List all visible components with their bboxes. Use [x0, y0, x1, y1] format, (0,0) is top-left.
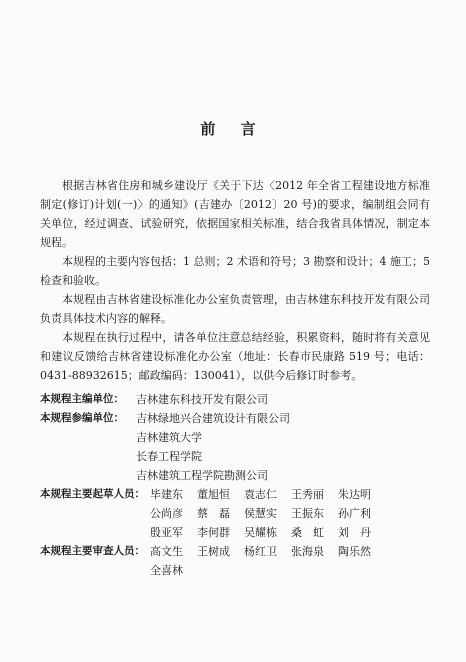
credits-section — [40, 390, 440, 580]
chief-editor-label: 本规程主编单位： — [40, 393, 124, 405]
participating-label: 本规程参编单位： — [40, 412, 124, 424]
reviewers-row — [40, 542, 440, 580]
person-name: 蔡 磊 — [197, 507, 230, 520]
chief-editor-org: 吉林建东科技开发有限公司 — [136, 393, 268, 406]
person-name: 王秀丽 — [291, 488, 324, 501]
person-name: 杨红卫 — [244, 545, 277, 558]
reviewers-label: 本规程主要审查人员： — [40, 545, 145, 557]
participating-org: 吉林绿地兴合建筑设计有限公司 — [136, 412, 290, 425]
person-name: 全喜林 — [150, 564, 183, 577]
person-name: 董旭恒 — [197, 488, 230, 501]
person-name: 殷亚军 — [150, 526, 183, 539]
drafters-label: 本规程主要起草人员： — [40, 488, 145, 500]
paragraph-feedback: 本规程在执行过程中，请各单位注意总结经验，积累资料，随时将有关意见和建议反馈给吉林省建设标准化办公室（地址：长春市民康路 519 号；电话：0431-88932615；邮政编码：130041），以供今后修订时参考。 — [40, 331, 430, 382]
person-name: 王振东 — [291, 507, 324, 520]
person-name: 王树成 — [197, 545, 230, 558]
person-name: 侯慧实 — [244, 507, 277, 520]
paragraph-management: 本规程由吉林省建设标准化办公室负责管理，由吉林建东科技开发有限公司负责具体技术内容的解释。 — [40, 293, 430, 325]
chief-editor-row — [40, 390, 440, 409]
person-name: 公尚彦 — [150, 507, 183, 520]
paragraph-contents: 本规程的主要内容包括：1 总则；2 术语和符号；3 勘察和设计；4 施工；5 检查和验收。 — [40, 255, 430, 287]
person-name: 张海泉 — [291, 545, 324, 558]
preface-body — [40, 176, 430, 385]
person-name: 李何群 — [197, 526, 230, 539]
person-name: 陶乐然 — [338, 545, 371, 558]
person-name: 孙广利 — [338, 507, 371, 520]
person-name: 朱达明 — [338, 488, 371, 501]
page-title: 前 言 — [200, 120, 266, 138]
person-name: 吴耀栋 — [244, 526, 277, 539]
person-name: 刘 丹 — [338, 526, 371, 539]
paragraph-basis: 根据吉林省住房和城乡建设厅《关于下达〈2012 年全省工程建设地方标准制定(修订)计划(一)〉的通知》(吉建办〔2012〕20 号)的要求，编制组会同有关单位，经过调查、试验研究，依据国家相关标准，结合我省具体情况，制定本规程。 — [40, 179, 430, 249]
person-name: 桑 虹 — [291, 526, 324, 539]
participating-org: 吉林建筑工程学院勘测公司 — [136, 469, 268, 482]
person-name: 毕建东 — [150, 488, 183, 501]
person-name: 高文生 — [150, 545, 183, 558]
drafters-row — [40, 485, 440, 542]
participating-row — [40, 409, 440, 485]
person-name: 袁志仁 — [244, 488, 277, 501]
reviewers-list — [150, 542, 385, 580]
drafters-list — [150, 485, 385, 542]
participating-org: 吉林建筑大学 — [136, 431, 202, 444]
participating-org: 长春工程学院 — [136, 450, 202, 463]
